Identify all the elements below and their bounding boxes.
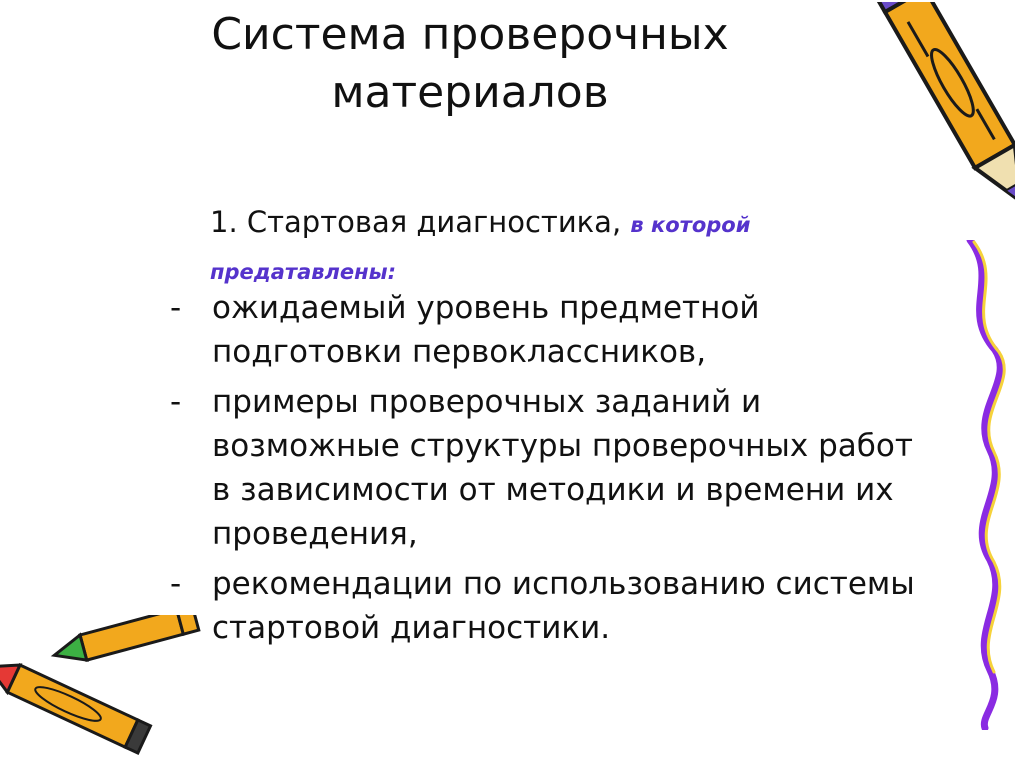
lead-paragraph bbox=[210, 200, 870, 294]
lead-number: 1. bbox=[210, 205, 238, 239]
bullet-dash: - bbox=[170, 290, 182, 326]
list-item bbox=[170, 380, 930, 556]
lead-note-2: предатавлены: bbox=[210, 260, 397, 284]
bullet-dash: - bbox=[170, 384, 182, 420]
list-item bbox=[170, 286, 930, 374]
bullet-list bbox=[170, 286, 930, 656]
pencil-icon bbox=[855, 2, 1015, 247]
bullet-text: примеры проверочных заданий и возможные структуры проверочных работ в зависимости от методики и времени их проведения, bbox=[212, 384, 913, 552]
bullet-text: ожидаемый уровень предметной подготовки первоклассников, bbox=[212, 290, 760, 370]
title-line-2: материалов bbox=[331, 67, 609, 118]
bullet-dash: - bbox=[170, 566, 182, 602]
bullet-text: рекомендации по использованию системы стартовой диагностики. bbox=[212, 566, 915, 646]
title-line-1: Система проверочных bbox=[211, 9, 729, 60]
pencil-pair-icon bbox=[0, 615, 210, 765]
list-item bbox=[170, 562, 930, 650]
slide-title bbox=[150, 6, 790, 122]
lead-note-1: в которой bbox=[630, 213, 751, 237]
squiggle-decoration bbox=[960, 240, 1020, 730]
lead-text: Стартовая диагностика, bbox=[246, 205, 622, 239]
